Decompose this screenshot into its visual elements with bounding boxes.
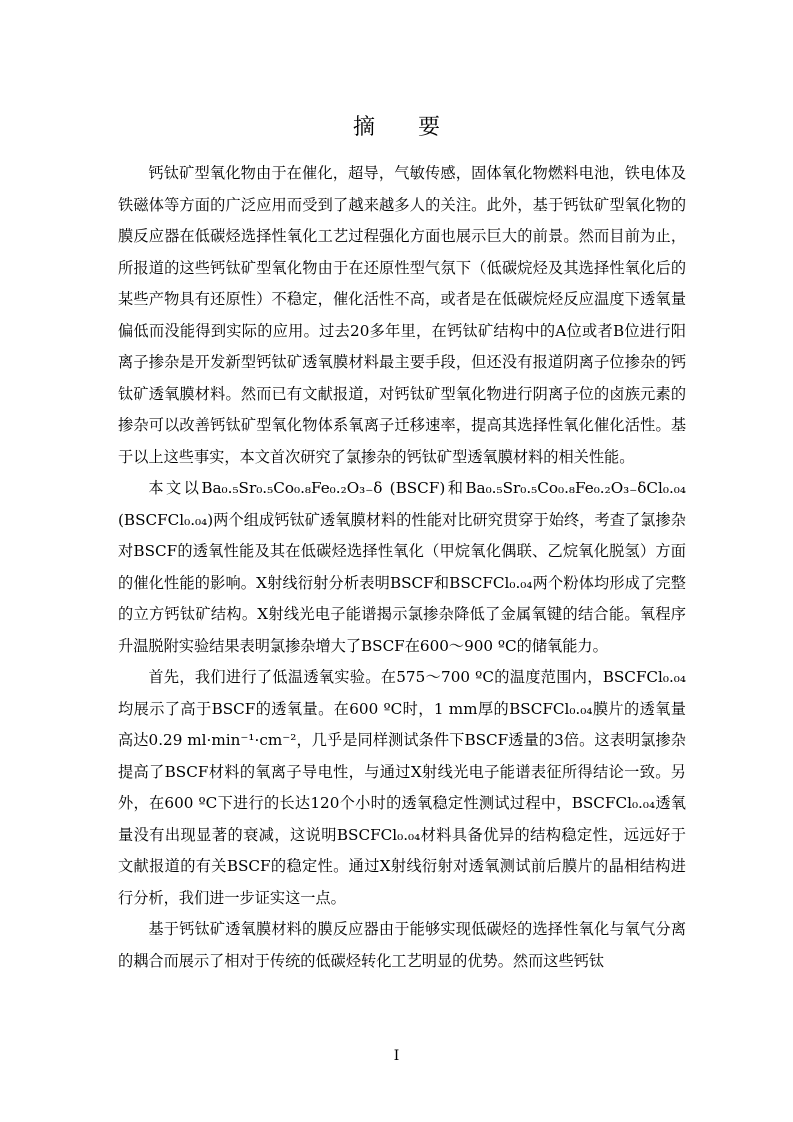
paragraph-2: 本文以Ba₀.₅Sr₀.₅Co₀.₈Fe₀.₂O₃₋δ (BSCF)和Ba₀.₅Sr₀.₅Co₀.₈Fe₀.₂O₃₋δCl₀.₀₄ (BSCFCl₀.₀₄)两个组成钙钛矿透氧膜材料的性能对比研究贯穿于始终，考查了氯掺杂对BSCF的透氧性能及其在低碳烃选择性氧化（甲烷氧化偶联、乙烷氧化脱氢）方面的催化性能的影响。X射线衍射分析表明BSCF和BSCFCl₀.₀₄两个粉体均形成了完整的立方钙钛矿结构。X射线光电子能谱揭示氯掺杂降低了金属氧键的结合能。氧程序升温脱附实验结果表明氯掺杂增大了BSCF在600～900 ºC的储氧能力。 [118, 479, 686, 655]
paragraph-4: 基于钙钛矿透氧膜材料的膜反应器由于能够实现低碳烃的选择性氧化与氧气分离的耦合而展示了相对于传统的低碳烃转化工艺明显的优势。然而这些钙钛 [118, 920, 686, 970]
paragraph-3: 首先，我们进行了低温透氧实验。在575～700 ºC的温度范围内，BSCFCl₀.₀₄均展示了高于BSCF的透氧量。在600 ºC时，1 mm厚的BSCFCl₀.₀₄膜片的透氧量高达0.29 ml·min⁻¹·cm⁻²，几乎是同样测试条件下BSCF透量的3倍。这表明氯掺杂提高了BSCF材料的氧离子导电性，与通过X射线光电子能谱表征所得结论一致。另外，在600 ºC下进行的长达120个小时的透氧稳定性测试过程中，BSCFCl₀.₀₄透氧量没有出现显著的衰减，这说明BSCFCl₀.₀₄材料具备优异的结构稳定性，远远好于文献报道的有关BSCF的稳定性。通过X射线衍射对透氧测试前后膜片的晶相结构进行分析，我们进一步证实这一点。 [118, 668, 686, 907]
abstract-body [118, 158, 686, 977]
paragraph-1: 钙钛矿型氧化物由于在催化，超导，气敏传感，固体氧化物燃料电池，铁电体及铁磁体等方面的广泛应用而受到了越来越多人的关注。此外，基于钙钛矿型氧化物的膜反应器在低碳烃选择性氧化工艺过程强化方面也展示巨大的前景。然而目前为止，所报道的这些钙钛矿型氧化物由于在还原性型气氛下（低碳烷烃及其选择性氧化后的某些产物具有还原性）不稳定，催化活性不高，或者是在低碳烷烃反应温度下透氧量偏低而没能得到实际的应用。过去20多年里，在钙钛矿结构中的A位或者B位进行阳离子掺杂是开发新型钙钛矿透氧膜材料最主要手段，但还没有报道阴离子位掺杂的钙钛矿透氧膜材料。然而已有文献报道，对钙钛矿型氧化物进行阴离子位的卤族元素的掺杂可以改善钙钛矿型氧化物体系氧离子迁移速率，提高其选择性氧化催化活性。基于以上这些事实，本文首次研究了氯掺杂的钙钛矿型透氧膜材料的相关性能。 [118, 164, 686, 466]
page-number: I [393, 1048, 400, 1064]
page-title: 摘 要 [353, 115, 458, 140]
